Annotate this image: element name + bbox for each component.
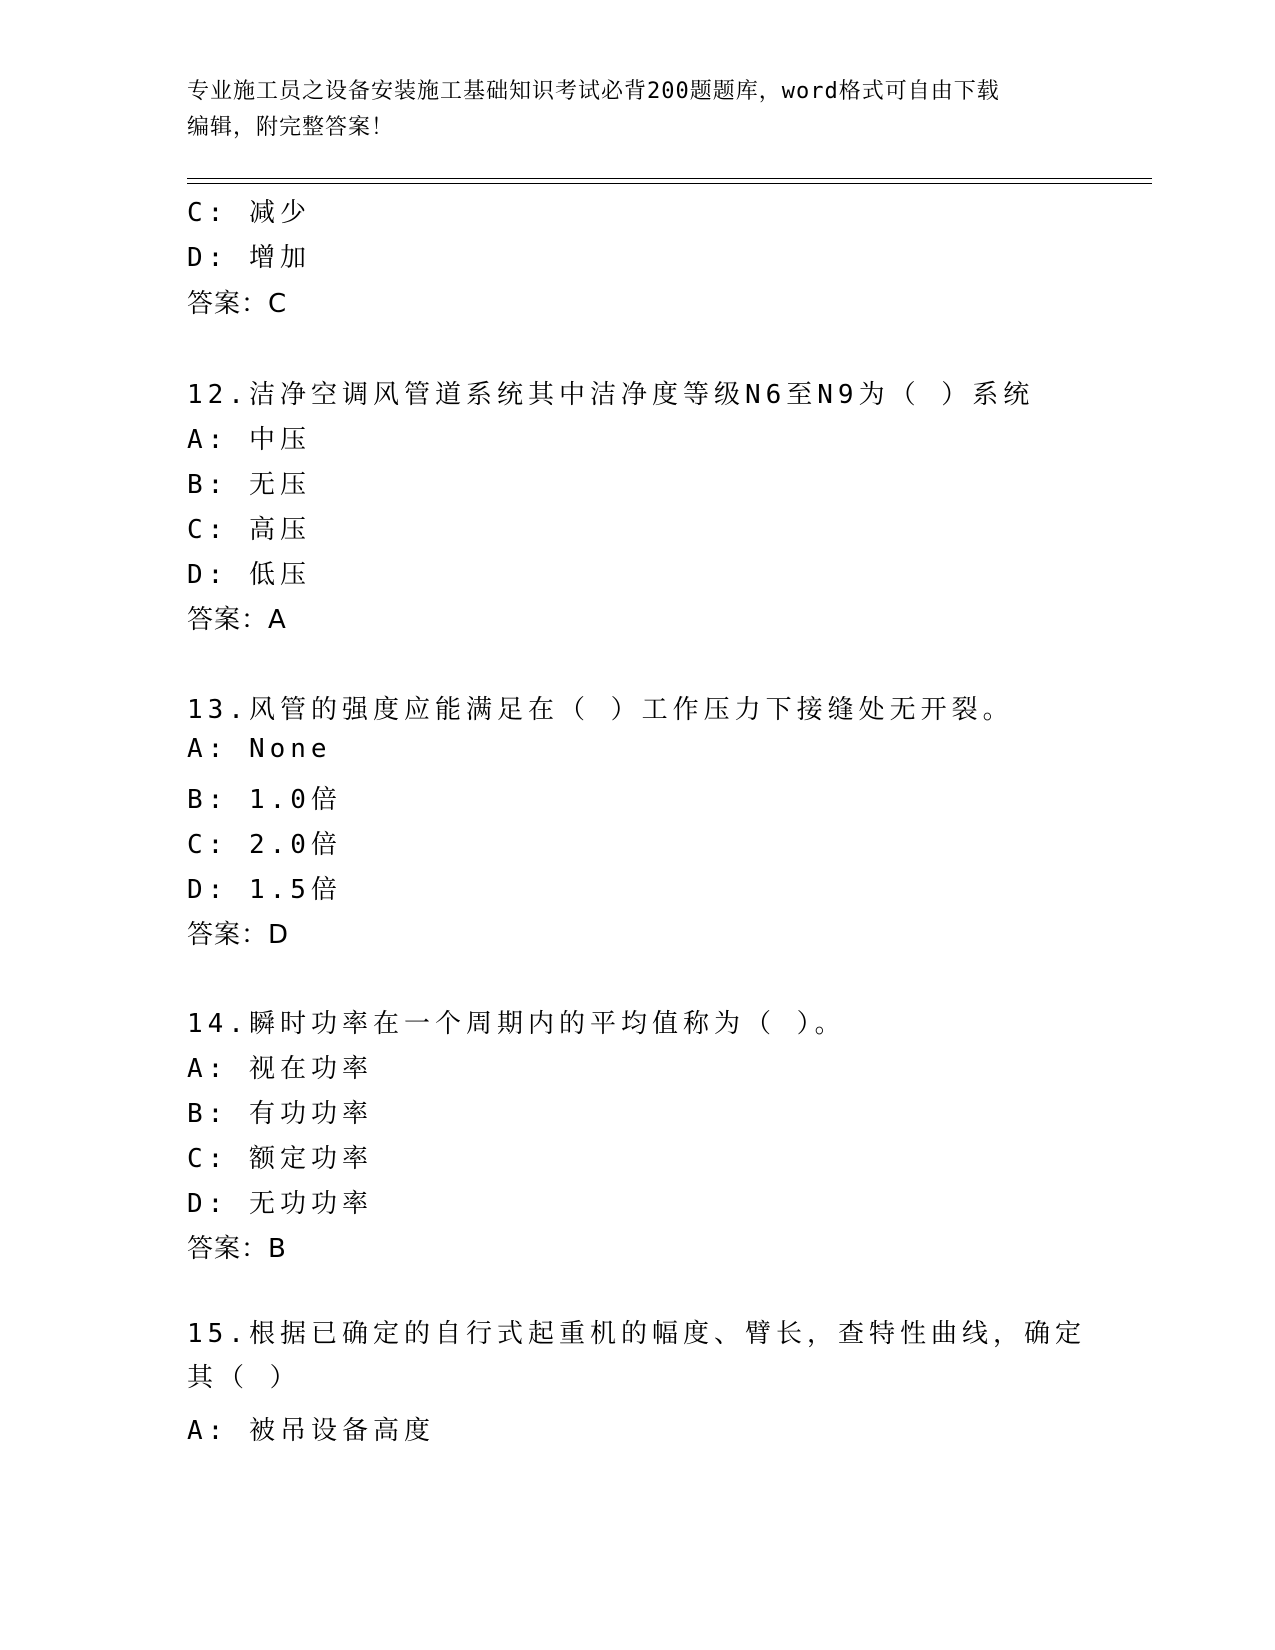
question-13-option-b: B: 1.0倍: [187, 785, 342, 815]
question-12-answer: 答案：A: [187, 605, 287, 635]
question-13-option-c: C: 2.0倍: [187, 830, 342, 860]
question-13-option-a: A: None: [187, 734, 332, 764]
question-12-option-c: C: 高压: [187, 515, 311, 545]
question-12-option-d: D: 低压: [187, 560, 311, 590]
question-15-option-a: A: 被吊设备高度: [187, 1416, 435, 1446]
prev-option-c: C: 减少: [187, 198, 311, 228]
question-14-option-a: A: 视在功率: [187, 1054, 373, 1084]
question-13-answer: 答案：D: [187, 920, 290, 950]
question-14-option-b: B: 有功功率: [187, 1099, 373, 1129]
question-12-option-b: B: 无压: [187, 470, 311, 500]
prev-answer: 答案：C: [187, 289, 288, 319]
question-14-option-d: D: 无功功率: [187, 1189, 373, 1219]
header-divider-bottom: [187, 183, 1152, 184]
question-13-option-d: D: 1.5倍: [187, 875, 342, 905]
question-14-option-c: C: 额定功率: [187, 1144, 373, 1174]
question-15-stem: 15.根据已确定的自行式起重机的幅度、臂长，查特性曲线，确定其（ ）: [187, 1319, 1086, 1393]
question-14-stem: 14.瞬时功率在一个周期内的平均值称为（ ）。: [187, 1009, 846, 1039]
question-14-answer: 答案：B: [187, 1234, 287, 1264]
question-13-stem: 13.风管的强度应能满足在（ ）工作压力下接缝处无开裂。: [187, 695, 1014, 725]
header-title-line2: 编辑，附完整答案！: [187, 115, 395, 140]
question-12-option-a: A: 中压: [187, 425, 311, 455]
prev-option-d: D: 增加: [187, 243, 311, 273]
header-divider-top: [187, 178, 1152, 179]
header-title-line1: 专业施工员之设备安装施工基础知识考试必背200题题库，word格式可自由下载: [187, 79, 1000, 104]
page-header: [187, 74, 1087, 146]
question-12-stem: 12.洁净空调风管道系统其中洁净度等级N6至N9为（ ）系统: [187, 380, 1035, 410]
